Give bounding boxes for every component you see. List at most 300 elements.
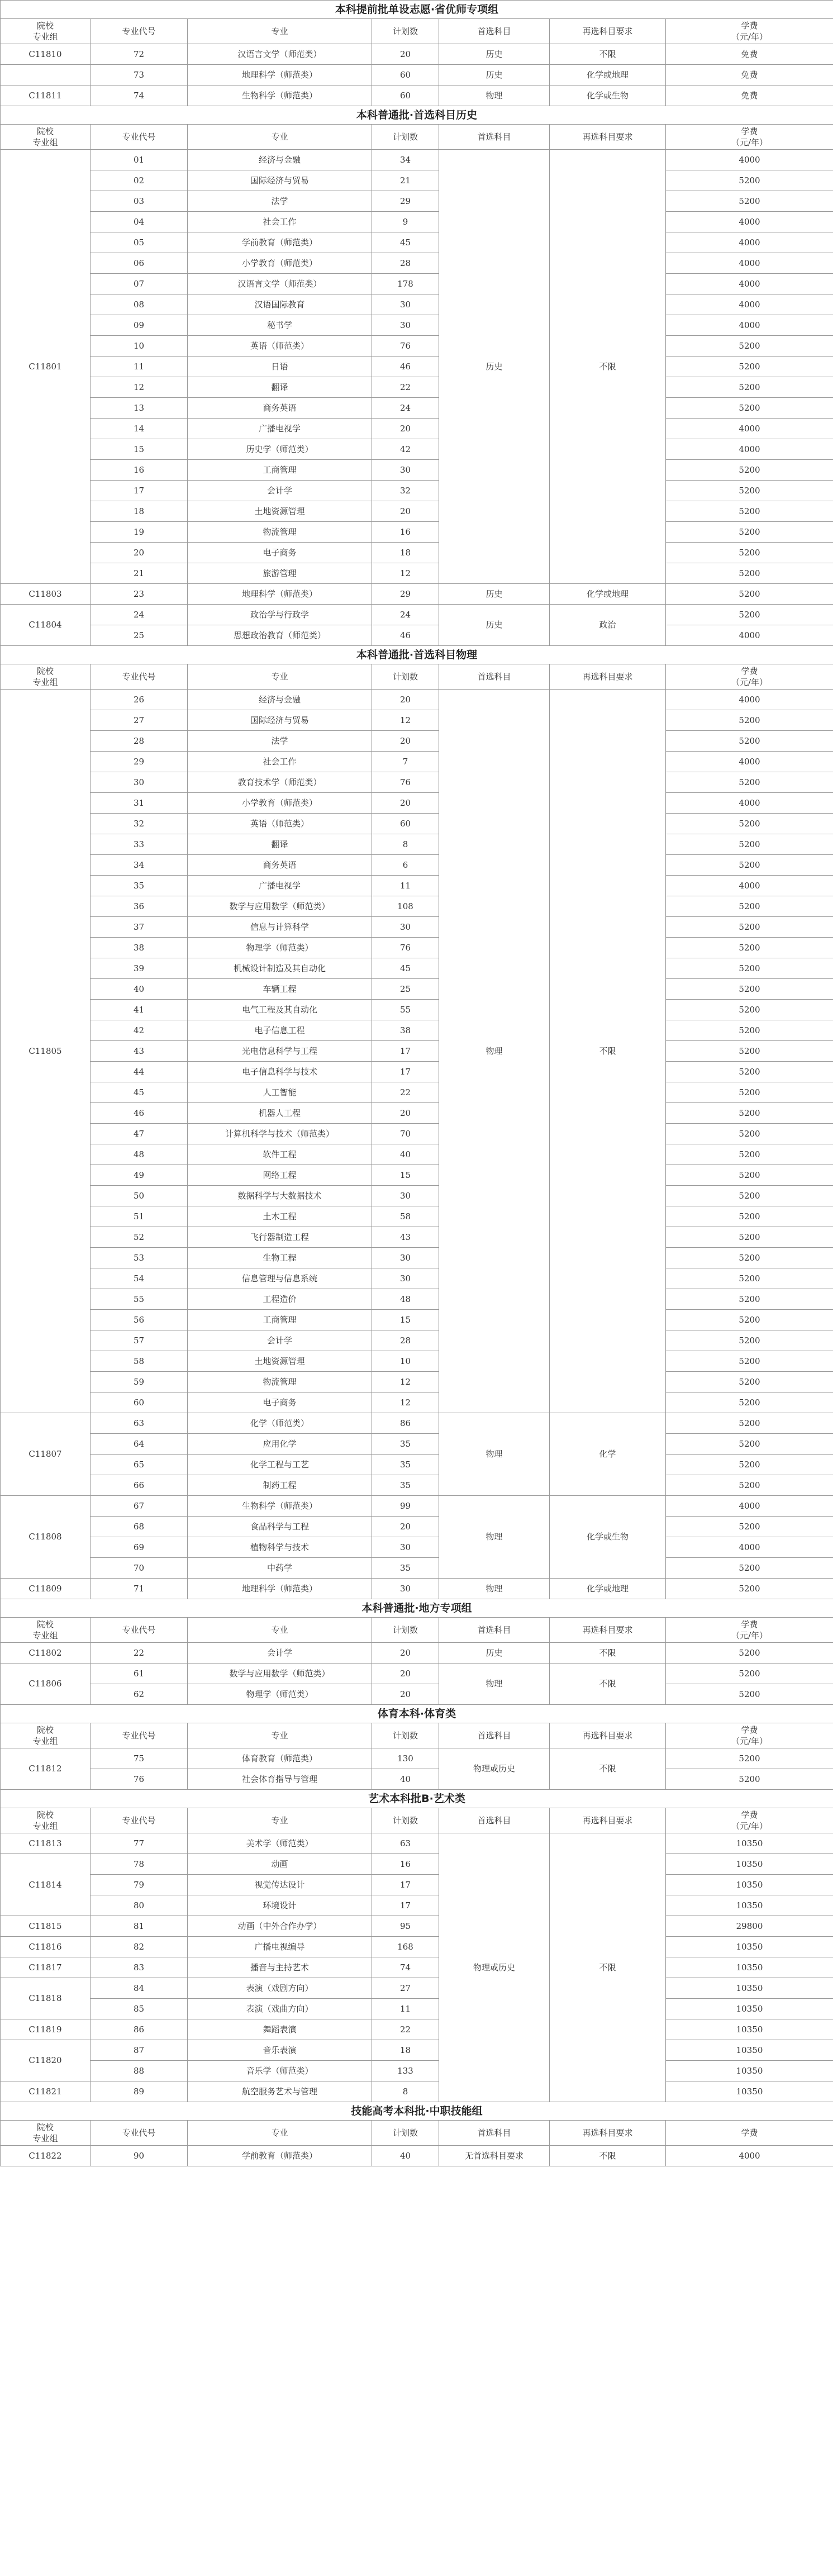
group-code-cell: C11819 [1, 2019, 91, 2040]
fee-cell: 10350 [666, 1999, 833, 2019]
plan-count-cell: 8 [372, 2081, 439, 2102]
header-fee: 学费 （元/年） [666, 1808, 833, 1833]
fee-cell: 29800 [666, 1916, 833, 1937]
table-row [1, 1268, 833, 1289]
major-name-cell: 电气工程及其自动化 [188, 1000, 372, 1020]
table-row [1, 85, 833, 106]
table-row [1, 855, 833, 876]
header-major-code: 专业代号 [91, 19, 188, 44]
section-title: 艺术本科批B·艺术类 [1, 1790, 833, 1808]
fee-cell: 4000 [666, 150, 833, 170]
major-code-cell: 43 [91, 1041, 188, 1062]
major-name-cell: 环境设计 [188, 1895, 372, 1916]
plan-count-cell: 20 [372, 44, 439, 65]
first-subject-cell: 物理或历史 [439, 1748, 550, 1790]
header-second-subject: 再选科目要求 [550, 1723, 666, 1748]
fee-cell: 5200 [666, 1769, 833, 1790]
group-code-cell: C11821 [1, 2081, 91, 2102]
table-row [1, 460, 833, 481]
major-name-cell: 工商管理 [188, 460, 372, 481]
major-code-cell: 28 [91, 731, 188, 752]
plan-count-cell: 38 [372, 1020, 439, 1041]
table-row [1, 1579, 833, 1599]
major-code-cell: 67 [91, 1496, 188, 1517]
first-subject-cell: 历史 [439, 1643, 550, 1664]
table-row [1, 315, 833, 336]
major-code-cell: 17 [91, 481, 188, 501]
major-code-cell: 51 [91, 1206, 188, 1227]
fee-cell: 5200 [666, 191, 833, 212]
table-row [1, 1372, 833, 1392]
major-name-cell: 广播电视学 [188, 876, 372, 896]
table-row [1, 1455, 833, 1475]
plan-count-cell: 20 [372, 1684, 439, 1705]
major-code-cell: 78 [91, 1854, 188, 1875]
plan-count-cell: 17 [372, 1895, 439, 1916]
major-name-cell: 学前教育（师范类） [188, 232, 372, 253]
table-row [1, 1103, 833, 1124]
plan-count-cell: 8 [372, 834, 439, 855]
group-code-cell: C11816 [1, 1937, 91, 1957]
table-row [1, 419, 833, 439]
major-name-cell: 应用化学 [188, 1434, 372, 1455]
group-code-cell: C11820 [1, 2040, 91, 2081]
major-code-cell: 30 [91, 772, 188, 793]
major-name-cell: 土地资源管理 [188, 501, 372, 522]
major-name-cell: 计算机科学与技术（师范类） [188, 1124, 372, 1144]
major-name-cell: 化学（师范类） [188, 1413, 372, 1434]
first-subject-cell: 物理 [439, 1496, 550, 1579]
second-subject-cell: 不限 [550, 1748, 666, 1790]
plan-count-cell: 35 [372, 1434, 439, 1455]
table-row [1, 294, 833, 315]
table-row [1, 1769, 833, 1790]
table-row [1, 377, 833, 398]
plan-count-cell: 35 [372, 1455, 439, 1475]
plan-count-cell: 46 [372, 357, 439, 377]
plan-count-cell: 76 [372, 772, 439, 793]
major-name-cell: 商务英语 [188, 855, 372, 876]
plan-count-cell: 10 [372, 1351, 439, 1372]
table-row [1, 2019, 833, 2040]
plan-count-cell: 42 [372, 439, 439, 460]
major-name-cell: 数学与应用数学（师范类） [188, 896, 372, 917]
major-code-cell: 20 [91, 543, 188, 563]
major-name-cell: 中药学 [188, 1558, 372, 1579]
second-subject-cell: 不限 [550, 690, 666, 1413]
table-row [1, 481, 833, 501]
major-code-cell: 23 [91, 584, 188, 605]
header-fee: 学费 （元/年） [666, 664, 833, 690]
major-code-cell: 12 [91, 377, 188, 398]
major-name-cell: 汉语言文学（师范类） [188, 44, 372, 65]
plan-count-cell: 60 [372, 85, 439, 106]
fee-cell: 5200 [666, 1227, 833, 1248]
table-row [1, 1999, 833, 2019]
major-name-cell: 广播电视学 [188, 419, 372, 439]
plan-count-cell: 22 [372, 2019, 439, 2040]
plan-count-cell: 24 [372, 398, 439, 419]
table-row [1, 232, 833, 253]
group-code-cell: C11805 [1, 690, 91, 1413]
second-subject-cell: 不限 [550, 2146, 666, 2166]
plan-count-cell: 18 [372, 2040, 439, 2061]
first-subject-cell: 物理 [439, 1579, 550, 1599]
plan-count-cell: 7 [372, 752, 439, 772]
table-row [1, 1684, 833, 1705]
major-code-cell: 88 [91, 2061, 188, 2081]
table-row [1, 834, 833, 855]
major-code-cell: 49 [91, 1165, 188, 1186]
plan-count-cell: 40 [372, 1769, 439, 1790]
major-code-cell: 48 [91, 1144, 188, 1165]
fee-cell: 4000 [666, 1496, 833, 1517]
table-row [1, 522, 833, 543]
major-code-cell: 83 [91, 1957, 188, 1978]
table-row [1, 65, 833, 85]
major-name-cell: 地理科学（师范类） [188, 65, 372, 85]
major-name-cell: 教育技术学（师范类） [188, 772, 372, 793]
header-major-code: 专业代号 [91, 125, 188, 150]
major-code-cell: 72 [91, 44, 188, 65]
major-name-cell: 电子商务 [188, 1392, 372, 1413]
major-code-cell: 03 [91, 191, 188, 212]
table-row [1, 979, 833, 1000]
major-name-cell: 法学 [188, 191, 372, 212]
major-name-cell: 人工智能 [188, 1082, 372, 1103]
group-code-cell: C11803 [1, 584, 91, 605]
major-code-cell: 70 [91, 1558, 188, 1579]
table-row [1, 357, 833, 377]
first-subject-cell: 历史 [439, 65, 550, 85]
table-row [1, 150, 833, 170]
group-code-cell: C11810 [1, 44, 91, 65]
plan-count-cell: 15 [372, 1165, 439, 1186]
table-row [1, 1643, 833, 1664]
fee-cell: 4000 [666, 419, 833, 439]
plan-count-cell: 20 [372, 419, 439, 439]
fee-cell: 10350 [666, 1937, 833, 1957]
fee-cell: 5200 [666, 357, 833, 377]
fee-cell: 10350 [666, 1895, 833, 1916]
header-plan: 计划数 [372, 2121, 439, 2146]
major-name-cell: 音乐表演 [188, 2040, 372, 2061]
plan-count-cell: 30 [372, 1248, 439, 1268]
major-code-cell: 79 [91, 1875, 188, 1895]
table-row [1, 191, 833, 212]
plan-count-cell: 11 [372, 876, 439, 896]
second-subject-cell: 化学或生物 [550, 1496, 666, 1579]
fee-cell: 5200 [666, 1413, 833, 1434]
major-code-cell: 76 [91, 1769, 188, 1790]
table-row [1, 814, 833, 834]
major-code-cell: 89 [91, 2081, 188, 2102]
fee-cell: 4000 [666, 212, 833, 232]
table-header-row [1, 1618, 833, 1643]
fee-cell: 5200 [666, 1434, 833, 1455]
fee-cell: 4000 [666, 752, 833, 772]
fee-cell: 5200 [666, 1643, 833, 1664]
header-second-subject: 再选科目要求 [550, 1618, 666, 1643]
major-code-cell: 59 [91, 1372, 188, 1392]
table-row [1, 605, 833, 625]
major-name-cell: 工商管理 [188, 1310, 372, 1330]
major-code-cell: 64 [91, 1434, 188, 1455]
plan-count-cell: 34 [372, 150, 439, 170]
major-code-cell: 14 [91, 419, 188, 439]
major-code-cell: 16 [91, 460, 188, 481]
header-group: 院校 专业组 [1, 664, 91, 690]
table-row [1, 1020, 833, 1041]
major-name-cell: 社会工作 [188, 212, 372, 232]
header-plan: 计划数 [372, 1723, 439, 1748]
major-code-cell: 10 [91, 336, 188, 357]
major-code-cell: 50 [91, 1186, 188, 1206]
second-subject-cell: 不限 [550, 150, 666, 584]
header-fee: 学费 （元/年） [666, 19, 833, 44]
second-subject-cell: 不限 [550, 1833, 666, 2102]
plan-count-cell: 12 [372, 1372, 439, 1392]
major-name-cell: 音乐学（师范类） [188, 2061, 372, 2081]
first-subject-cell: 物理 [439, 85, 550, 106]
major-name-cell: 会计学 [188, 1643, 372, 1664]
table-row [1, 1916, 833, 1937]
fee-cell: 5200 [666, 834, 833, 855]
plan-count-cell: 30 [372, 315, 439, 336]
major-code-cell: 38 [91, 938, 188, 958]
table-row [1, 1289, 833, 1310]
table-row [1, 1351, 833, 1372]
group-code-cell: C11818 [1, 1978, 91, 2019]
major-name-cell: 美术学（师范类） [188, 1833, 372, 1854]
major-code-cell: 27 [91, 710, 188, 731]
fee-cell: 5200 [666, 584, 833, 605]
header-second-subject: 再选科目要求 [550, 125, 666, 150]
plan-count-cell: 30 [372, 1186, 439, 1206]
fee-cell: 5200 [666, 398, 833, 419]
header-fee: 学费 （元/年） [666, 1723, 833, 1748]
table-row [1, 1517, 833, 1537]
major-code-cell: 19 [91, 522, 188, 543]
table-row [1, 439, 833, 460]
fee-cell: 5200 [666, 543, 833, 563]
major-name-cell: 经济与金融 [188, 150, 372, 170]
plan-count-cell: 29 [372, 584, 439, 605]
first-subject-cell: 历史 [439, 44, 550, 65]
major-name-cell: 国际经济与贸易 [188, 710, 372, 731]
major-name-cell: 机械设计制造及其自动化 [188, 958, 372, 979]
group-code-cell: C11813 [1, 1833, 91, 1854]
major-code-cell: 41 [91, 1000, 188, 1020]
second-subject-cell: 政治 [550, 605, 666, 646]
plan-count-cell: 11 [372, 1999, 439, 2019]
plan-count-cell: 30 [372, 1579, 439, 1599]
fee-cell: 5200 [666, 1103, 833, 1124]
table-row [1, 1062, 833, 1082]
group-code-cell: C11811 [1, 85, 91, 106]
plan-count-cell: 60 [372, 65, 439, 85]
major-code-cell: 73 [91, 65, 188, 85]
major-name-cell: 电子信息工程 [188, 1020, 372, 1041]
fee-cell: 5200 [666, 1186, 833, 1206]
header-plan: 计划数 [372, 125, 439, 150]
first-subject-cell: 物理或历史 [439, 1833, 550, 2102]
plan-count-cell: 55 [372, 1000, 439, 1020]
major-name-cell: 动画（中外合作办学） [188, 1916, 372, 1937]
table-row [1, 1041, 833, 1062]
table-row [1, 772, 833, 793]
major-name-cell: 飞行器制造工程 [188, 1227, 372, 1248]
major-name-cell: 法学 [188, 731, 372, 752]
major-code-cell: 90 [91, 2146, 188, 2166]
header-first-subject: 首选科目 [439, 125, 550, 150]
plan-count-cell: 108 [372, 896, 439, 917]
major-name-cell: 信息与计算科学 [188, 917, 372, 938]
group-code-cell: C11801 [1, 150, 91, 584]
major-name-cell: 表演（戏剧方向） [188, 1978, 372, 1999]
table-row [1, 1475, 833, 1496]
major-code-cell: 60 [91, 1392, 188, 1413]
fee-cell: 免费 [666, 65, 833, 85]
plan-count-cell: 32 [372, 481, 439, 501]
fee-cell: 10350 [666, 2040, 833, 2061]
major-code-cell: 66 [91, 1475, 188, 1496]
major-code-cell: 65 [91, 1455, 188, 1475]
table-row [1, 1664, 833, 1684]
plan-count-cell: 168 [372, 1937, 439, 1957]
table-row [1, 1558, 833, 1579]
header-plan: 计划数 [372, 664, 439, 690]
major-name-cell: 社会工作 [188, 752, 372, 772]
table-row [1, 958, 833, 979]
header-major: 专业 [188, 664, 372, 690]
major-code-cell: 82 [91, 1937, 188, 1957]
fee-cell: 5200 [666, 1041, 833, 1062]
major-code-cell: 35 [91, 876, 188, 896]
header-major: 专业 [188, 1808, 372, 1833]
fee-cell: 5200 [666, 605, 833, 625]
table-row [1, 1833, 833, 1854]
plan-count-cell: 45 [372, 232, 439, 253]
plan-count-cell: 16 [372, 1854, 439, 1875]
major-code-cell: 31 [91, 793, 188, 814]
plan-count-cell: 17 [372, 1062, 439, 1082]
table-row [1, 253, 833, 274]
fee-cell: 4000 [666, 232, 833, 253]
fee-cell: 4000 [666, 253, 833, 274]
major-name-cell: 英语（师范类） [188, 814, 372, 834]
major-name-cell: 物理学（师范类） [188, 938, 372, 958]
header-major: 专业 [188, 1618, 372, 1643]
header-second-subject: 再选科目要求 [550, 19, 666, 44]
fee-cell: 5200 [666, 1144, 833, 1165]
second-subject-cell: 化学 [550, 1413, 666, 1496]
plan-count-cell: 178 [372, 274, 439, 294]
header-first-subject: 首选科目 [439, 1723, 550, 1748]
header-major-code: 专业代号 [91, 2121, 188, 2146]
major-name-cell: 食品科学与工程 [188, 1517, 372, 1537]
table-row [1, 1144, 833, 1165]
table-row [1, 731, 833, 752]
fee-cell: 5200 [666, 1475, 833, 1496]
major-name-cell: 光电信息科学与工程 [188, 1041, 372, 1062]
plan-count-cell: 20 [372, 793, 439, 814]
major-name-cell: 地理科学（师范类） [188, 1579, 372, 1599]
fee-cell: 5200 [666, 917, 833, 938]
header-major: 专业 [188, 2121, 372, 2146]
plan-count-cell: 17 [372, 1041, 439, 1062]
table-header-row [1, 664, 833, 690]
fee-cell: 5200 [666, 814, 833, 834]
header-fee: 学费 [666, 2121, 833, 2146]
fee-cell: 5200 [666, 481, 833, 501]
table-row [1, 917, 833, 938]
table-row [1, 2146, 833, 2166]
plan-count-cell: 40 [372, 2146, 439, 2166]
plan-count-cell: 30 [372, 1268, 439, 1289]
group-code-cell [1, 65, 91, 85]
plan-count-cell: 17 [372, 1875, 439, 1895]
major-name-cell: 旅游管理 [188, 563, 372, 584]
table-row [1, 752, 833, 772]
section-title-row [1, 1599, 833, 1618]
section-title-row [1, 1705, 833, 1723]
fee-cell: 5200 [666, 1748, 833, 1769]
major-code-cell: 34 [91, 855, 188, 876]
fee-cell: 5200 [666, 1000, 833, 1020]
major-name-cell: 视觉传达设计 [188, 1875, 372, 1895]
group-code-cell: C11822 [1, 2146, 91, 2166]
second-subject-cell: 化学或地理 [550, 65, 666, 85]
second-subject-cell: 化学或地理 [550, 584, 666, 605]
table-row [1, 876, 833, 896]
table-row [1, 501, 833, 522]
major-code-cell: 55 [91, 1289, 188, 1310]
fee-cell: 4000 [666, 1537, 833, 1558]
table-row [1, 1124, 833, 1144]
major-name-cell: 社会体育指导与管理 [188, 1769, 372, 1790]
fee-cell: 5200 [666, 1248, 833, 1268]
header-group: 院校 专业组 [1, 125, 91, 150]
fee-cell: 5200 [666, 710, 833, 731]
major-code-cell: 39 [91, 958, 188, 979]
plan-count-cell: 21 [372, 170, 439, 191]
header-first-subject: 首选科目 [439, 664, 550, 690]
fee-cell: 5200 [666, 522, 833, 543]
table-row [1, 2040, 833, 2061]
header-second-subject: 再选科目要求 [550, 2121, 666, 2146]
group-code-cell: C11809 [1, 1579, 91, 1599]
header-fee: 学费 （元/年） [666, 125, 833, 150]
fee-cell: 5200 [666, 938, 833, 958]
fee-cell: 5200 [666, 460, 833, 481]
major-name-cell: 制药工程 [188, 1475, 372, 1496]
plan-count-cell: 20 [372, 501, 439, 522]
plan-count-cell: 20 [372, 1103, 439, 1124]
plan-count-cell: 29 [372, 191, 439, 212]
major-code-cell: 63 [91, 1413, 188, 1434]
table-row [1, 1537, 833, 1558]
table-header-row [1, 2121, 833, 2146]
table-row [1, 1082, 833, 1103]
major-name-cell: 土木工程 [188, 1206, 372, 1227]
plan-count-cell: 60 [372, 814, 439, 834]
major-code-cell: 24 [91, 605, 188, 625]
major-name-cell: 翻译 [188, 834, 372, 855]
header-plan: 计划数 [372, 1808, 439, 1833]
header-group: 院校 专业组 [1, 1723, 91, 1748]
major-code-cell: 33 [91, 834, 188, 855]
